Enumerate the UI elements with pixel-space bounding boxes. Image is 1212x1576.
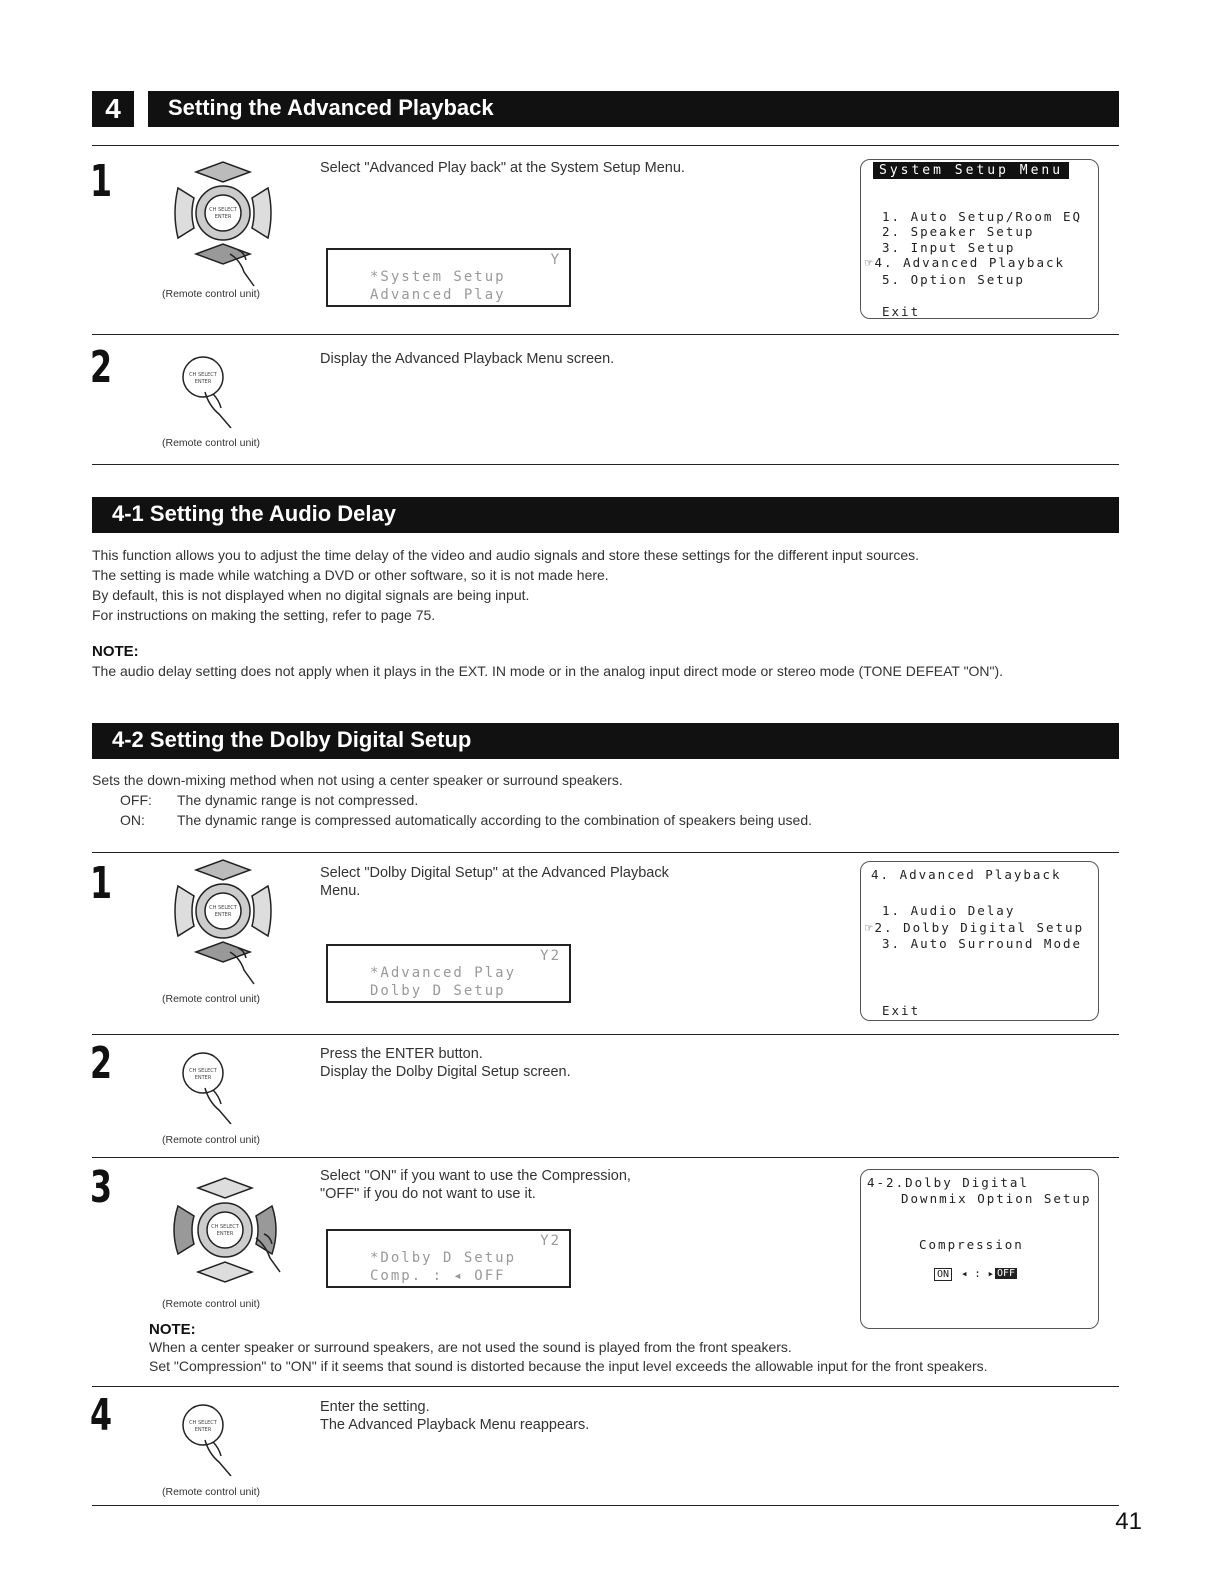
divider	[92, 145, 1119, 146]
step-number: 3	[90, 1162, 113, 1213]
step-number: 1	[90, 156, 113, 207]
paragraph: By default, this is not displayed when no digital signals are being input.	[92, 587, 530, 603]
osd-menu	[860, 861, 1099, 1021]
divider	[92, 852, 1119, 853]
paragraph: Sets the down-mixing method when not using a center speaker or surround speakers.	[92, 772, 623, 788]
divider	[92, 464, 1119, 465]
page-number: 41	[1115, 1508, 1142, 1535]
note-text: When a center speaker or surround speakers, are not used the sound is played from the front speakers.	[149, 1339, 792, 1355]
lcd-display	[326, 944, 571, 1003]
lcd-corner: Y2	[540, 948, 561, 964]
step-text: Display the Dolby Digital Setup screen.	[320, 1064, 571, 1080]
section-number-badge: 4	[92, 91, 134, 127]
osd-item: 1. Audio Delay	[882, 903, 1016, 918]
step-text: Select "Advanced Play back" at the System Setup Menu.	[320, 160, 685, 176]
lcd-line1: *Dolby D Setup	[370, 1250, 517, 1266]
step-text: Display the Advanced Playback Menu screen.	[320, 351, 615, 367]
osd-header: System Setup Menu	[873, 162, 1069, 179]
step-number: 2	[90, 1038, 113, 1089]
osd-header: 4. Advanced Playback	[871, 867, 1062, 882]
step-text: Select "ON" if you want to use the Compression,	[320, 1168, 631, 1184]
note-text: The audio delay setting does not apply when it plays in the EXT. IN mode or in the analog input direct mode or stereo mode (TONE DEFEAT "ON").	[92, 663, 1004, 679]
divider	[92, 1505, 1119, 1506]
svg-text:ENTER: ENTER	[194, 1427, 212, 1433]
option-desc: The dynamic range is compressed automatically according to the combination of speakers being used.	[177, 812, 813, 828]
step-text: The Advanced Playback Menu reappears.	[320, 1417, 590, 1433]
osd-item-selected: ☞2. Dolby Digital Setup	[865, 920, 1085, 935]
divider	[92, 1157, 1119, 1158]
paragraph: The setting is made while watching a DVD or other software, so it is not made here.	[92, 567, 609, 583]
osd-on-option: ON	[934, 1268, 952, 1281]
svg-text:ENTER: ENTER	[214, 912, 232, 918]
enter-button-icon	[175, 352, 255, 432]
note-text: Set "Compression" to "ON" if it seems that sound is distorted because the input level exceeds the allowable input for the front speakers.	[149, 1358, 988, 1374]
paragraph: This function allows you to adjust the time delay of the video and audio signals and store these settings for the different input sources.	[92, 547, 920, 563]
lcd-line2: Advanced Play	[370, 287, 506, 303]
remote-caption: (Remote control unit)	[162, 288, 261, 300]
osd-item: 3. Auto Surround Mode	[882, 936, 1083, 951]
remote-caption: (Remote control unit)	[162, 993, 261, 1005]
remote-caption: (Remote control unit)	[162, 1486, 261, 1498]
remote-dpad-icon	[168, 158, 278, 288]
remote-caption: (Remote control unit)	[162, 437, 261, 449]
svg-text:CH SELECT: CH SELECT	[189, 372, 217, 378]
lcd-corner: Y	[550, 252, 561, 268]
step-text: Select "Dolby Digital Setup" at the Advanced Playback Menu.	[320, 865, 669, 899]
step-number: 1	[90, 858, 113, 909]
svg-text:CH SELECT: CH SELECT	[189, 1420, 217, 1426]
lcd-line1: *Advanced Play	[370, 965, 517, 981]
remote-caption: (Remote control unit)	[162, 1298, 261, 1310]
option-key: OFF:	[120, 792, 152, 808]
svg-text:ENTER: ENTER	[216, 1231, 234, 1237]
option-desc: The dynamic range is not compressed.	[177, 792, 419, 808]
option-key: ON:	[120, 812, 145, 828]
osd-arrows: ◂ : ▸	[961, 1267, 995, 1280]
osd-header: 4-2.Dolby Digital	[867, 1175, 1029, 1190]
remote-dpad-icon	[168, 856, 278, 986]
osd-menu	[860, 159, 1099, 319]
lcd-display	[326, 1229, 571, 1288]
osd-item: 5. Option Setup	[882, 272, 1025, 287]
subsection-title: 4-2 Setting the Dolby Digital Setup	[92, 723, 1119, 759]
osd-item: 2. Speaker Setup	[882, 224, 1035, 239]
lcd-line2: Comp. : ◂ OFF	[370, 1268, 506, 1284]
svg-text:CH SELECT: CH SELECT	[209, 207, 237, 213]
step-text: Enter the setting.	[320, 1399, 430, 1415]
svg-text:CH SELECT: CH SELECT	[209, 905, 237, 911]
svg-text:CH SELECT: CH SELECT	[211, 1224, 239, 1230]
divider	[92, 334, 1119, 335]
osd-menu	[860, 1169, 1099, 1329]
osd-off-option-selected: OFF	[997, 1268, 1016, 1279]
svg-text:CH SELECT: CH SELECT	[189, 1068, 217, 1074]
lcd-line1: *System Setup	[370, 269, 506, 285]
osd-exit: Exit	[882, 304, 921, 319]
subsection-title: 4-1 Setting the Audio Delay	[92, 497, 1119, 533]
osd-item-selected: ☞4. Advanced Playback	[865, 255, 1066, 270]
step-number: 4	[90, 1390, 113, 1441]
svg-text:ENTER: ENTER	[194, 1075, 212, 1081]
svg-text:ENTER: ENTER	[194, 379, 212, 385]
osd-item: Compression	[919, 1237, 1024, 1252]
note-label: NOTE:	[92, 643, 139, 660]
paragraph: For instructions on making the setting, refer to page 75.	[92, 607, 436, 623]
remote-left-right-icon	[160, 1168, 290, 1298]
osd-subheader: Downmix Option Setup	[901, 1191, 1092, 1206]
section-title: Setting the Advanced Playback	[148, 91, 1119, 127]
step-number: 2	[90, 342, 113, 393]
step-text: "OFF" if you do not want to use it.	[320, 1186, 536, 1202]
svg-text:ENTER: ENTER	[214, 214, 232, 220]
divider	[92, 1386, 1119, 1387]
osd-item: 3. Input Setup	[882, 240, 1016, 255]
osd-exit: Exit	[882, 1003, 921, 1018]
lcd-line2: Dolby D Setup	[370, 983, 506, 999]
lcd-display	[326, 248, 571, 307]
step-text: Press the ENTER button.	[320, 1046, 483, 1062]
note-label: NOTE:	[149, 1321, 196, 1338]
enter-button-icon	[175, 1048, 255, 1128]
remote-caption: (Remote control unit)	[162, 1134, 261, 1146]
lcd-corner: Y2	[540, 1233, 561, 1249]
divider	[92, 1034, 1119, 1035]
enter-button-icon	[175, 1400, 255, 1480]
osd-item: 1. Auto Setup/Room EQ	[882, 209, 1083, 224]
